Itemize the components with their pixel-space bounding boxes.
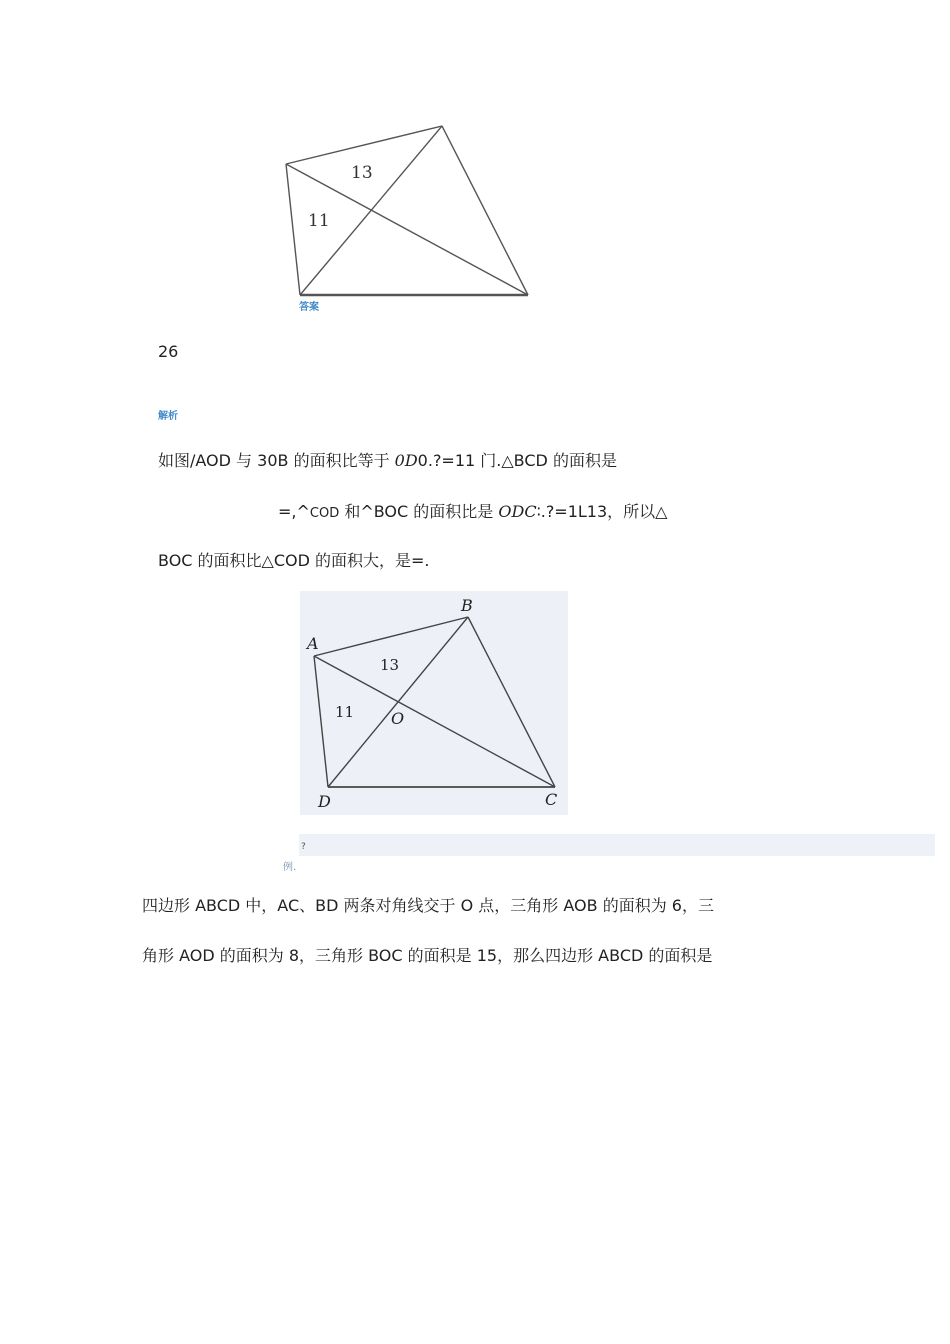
- area-label-top: 13: [351, 163, 373, 183]
- diagonal-bd: [328, 617, 468, 787]
- vertex-a-label: A: [307, 634, 319, 653]
- edge-ab: [286, 126, 442, 164]
- edge-ad: [314, 656, 328, 787]
- quadrilateral-diagram-2: [300, 591, 568, 815]
- vertex-b-label: B: [461, 596, 473, 615]
- edge-ab: [314, 617, 468, 656]
- analysis-line-2-part-c: 和^BOC 的面积比是: [339, 502, 499, 521]
- answer-label: 答案: [299, 302, 319, 313]
- analysis-line-3: BOC 的面积比△COD 的面积大，是=.: [158, 551, 430, 570]
- example-line-2: 角形 AOD 的面积为 8，三角形 BOC 的面积是 15，那么四边形 ABCD 的面积是: [142, 946, 713, 965]
- quadrilateral-diagram-1: [282, 118, 534, 304]
- analysis-line-2: [278, 499, 667, 522]
- analysis-line-2-part-d: ODC: [498, 502, 537, 521]
- question-bar: [299, 834, 935, 856]
- vertex-d-label: D: [318, 792, 331, 811]
- analysis-label: 解析: [158, 411, 178, 422]
- area-label-left: 11: [308, 211, 330, 231]
- analysis-line-2-part-e: ∶.?=1L13，所以△: [536, 502, 668, 521]
- example-label: 例.: [283, 862, 297, 873]
- figure-1: [282, 118, 534, 304]
- example-line-1: 四边形 ABCD 中，AC、BD 两条对角线交于 O 点，三角形 AOB 的面积为 6，三: [142, 896, 714, 915]
- figure-2: [300, 591, 568, 815]
- analysis-line-1-part-a: 如图/AOD 与 30B 的面积比等于: [158, 451, 395, 470]
- answer-value: 26: [158, 342, 179, 361]
- center-o-label: O: [391, 709, 405, 728]
- question-mark: ?: [301, 842, 306, 852]
- area-label-top: 13: [380, 656, 400, 674]
- analysis-line-1-part-c: 0.?=11 门.△BCD 的面积是: [417, 451, 617, 470]
- edge-ad: [286, 164, 300, 295]
- analysis-line-1-part-b: 0D: [394, 451, 418, 470]
- analysis-line-1: [158, 448, 617, 471]
- edge-bc: [442, 126, 528, 295]
- vertex-c-label: C: [545, 790, 558, 809]
- analysis-line-2-part-a: =,^: [278, 502, 310, 521]
- edge-bc: [468, 617, 555, 787]
- analysis-line-2-part-b: COD: [309, 506, 340, 521]
- area-label-left: 11: [335, 703, 355, 721]
- diagonal-ac: [314, 656, 555, 787]
